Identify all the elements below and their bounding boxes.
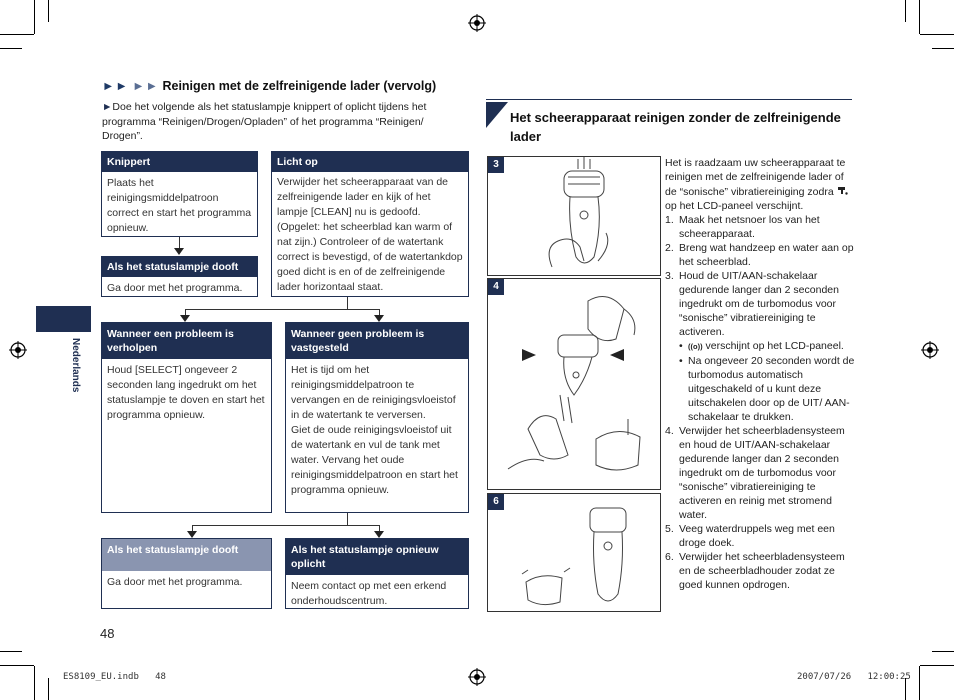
step-number: 6. bbox=[665, 551, 674, 563]
crop-mark bbox=[920, 665, 954, 666]
bullet-mark: • bbox=[679, 340, 683, 352]
step-item bbox=[665, 522, 855, 550]
box-licht-op bbox=[271, 151, 469, 297]
footer-filename: ES8109_EU.indb bbox=[63, 672, 139, 682]
instructions-text bbox=[665, 156, 855, 592]
intro-text: Doe het volgende als het statuslampje knippert of oplicht tijdens het programma “Reinigen/Drogen/Opladen” of het programma “Reinigen/ Drogen”. bbox=[102, 101, 427, 142]
shaver-rinse-illustration bbox=[488, 279, 660, 489]
figure-number: 3 bbox=[488, 157, 504, 173]
footer-time: 12:00:25 bbox=[867, 672, 911, 682]
box-dooft-bottom-title: Als het statuslampje dooft bbox=[102, 539, 271, 571]
box-licht-op-body: Verwijder het scheerapparaat van de zelfreinigende lader en kijk of het lampje [CLEAN] nu is gedoofd. (Opgelet: het scheerblad kan warm of nat zijn.) Controleer of de watertank correct is bevestigd, of de watertankdop goed dicht is en of de zelfreinigende lader horizontaal staat. bbox=[277, 176, 463, 293]
box-geen-probleem-title: Wanneer geen probleem is vastgesteld bbox=[286, 323, 468, 359]
box-knippert-title: Knippert bbox=[102, 152, 257, 172]
box-opnieuw-oplicht-title: Als het statuslampje opnieuw oplicht bbox=[286, 539, 468, 575]
step-number: 3. bbox=[665, 270, 674, 282]
page-number: 48 bbox=[100, 626, 115, 641]
bullet-text: verschijnt op het LCD-paneel. bbox=[705, 340, 844, 352]
crop-mark bbox=[34, 666, 35, 700]
crop-mark bbox=[0, 48, 22, 49]
intro-marker-icon: ► bbox=[102, 101, 113, 113]
crop-mark bbox=[905, 0, 906, 22]
footer-date: 2007/07/26 bbox=[797, 672, 852, 682]
figure-6 bbox=[487, 493, 661, 612]
box-dooft-top-body: Ga door met het programma. bbox=[107, 282, 243, 294]
footer-timestamp bbox=[797, 672, 911, 682]
intro-text-a: Het is raadzaam uw scheerapparaat te reinigen met de zelfreinigende lader of de “sonische” vibratiereiniging zodra bbox=[665, 157, 846, 198]
section-heading bbox=[102, 79, 436, 93]
connector-line bbox=[185, 309, 380, 310]
bullet-item bbox=[665, 339, 855, 354]
arrow-down-icon bbox=[374, 531, 384, 538]
vibration-icon: ((o)) bbox=[688, 342, 703, 351]
shaver-dry-illustration bbox=[488, 494, 660, 611]
connector-line bbox=[347, 297, 348, 309]
figure-4 bbox=[487, 278, 661, 490]
right-section-title: Het scheerapparaat reinigen zonder de zelfreinigende lader bbox=[510, 110, 841, 144]
crop-mark bbox=[48, 0, 49, 22]
arrow-down-icon bbox=[174, 248, 184, 255]
language-tab-label: Nederlands bbox=[70, 338, 81, 393]
crop-mark bbox=[48, 678, 49, 700]
step-item bbox=[665, 241, 855, 269]
box-dooft-bottom bbox=[101, 538, 272, 609]
step-item bbox=[665, 213, 855, 241]
box-dooft-top bbox=[101, 256, 258, 297]
step-text: Breng wat handzeep en water aan op het scheerblad. bbox=[679, 242, 854, 268]
title-rule bbox=[486, 99, 852, 100]
step-item bbox=[665, 269, 855, 339]
step-text: Maak het netsnoer los van het scheerapparaat. bbox=[679, 214, 820, 240]
box-probleem-verholpen-title: Wanneer een probleem is verholpen bbox=[102, 323, 271, 359]
arrow-down-icon bbox=[374, 315, 384, 322]
heading-arrows-icon: ►► bbox=[102, 79, 129, 93]
step-item bbox=[665, 550, 855, 592]
step-number: 2. bbox=[665, 242, 674, 254]
arrow-down-icon bbox=[180, 315, 190, 322]
box-geen-probleem bbox=[285, 322, 469, 513]
figure-number: 6 bbox=[488, 494, 504, 510]
language-tab bbox=[36, 306, 91, 332]
step-text: Veeg waterdruppels weg met een droge doek. bbox=[679, 523, 835, 549]
heading-arrows-icon: ►► bbox=[132, 79, 159, 93]
step-number: 4. bbox=[665, 425, 674, 437]
box-licht-op-title: Licht op bbox=[272, 152, 468, 172]
box-opnieuw-oplicht-body: Neem contact op met een erkend onderhoudscentrum. bbox=[291, 580, 447, 607]
box-geen-probleem-body: Het is tijd om het reinigingsmiddelpatroon te vervangen en de reinigingsvloeistof in de watertank te verversen. Giet de oude reinigingsvloeistof uit de watertank en vul de tank met water. Vervang het oude reinigingsmiddelpatroon en start het programma opnieuw. bbox=[291, 364, 458, 496]
step-number: 1. bbox=[665, 214, 674, 226]
crop-mark bbox=[932, 651, 954, 652]
crop-mark bbox=[0, 665, 34, 666]
crop-mark bbox=[919, 666, 920, 700]
registration-mark-icon bbox=[9, 341, 27, 359]
box-opnieuw-oplicht bbox=[285, 538, 469, 609]
box-dooft-top-title: Als het statuslampje dooft bbox=[102, 257, 257, 277]
bullet-text: Na ongeveer 20 seconden wordt de turbomodus automatisch uitgeschakeld of u kunt deze uitschakelen door op de UIT/ AAN-schakelaar te drukken. bbox=[688, 355, 855, 423]
crop-mark bbox=[919, 0, 920, 34]
crop-mark bbox=[932, 48, 954, 49]
connector-line bbox=[192, 525, 380, 526]
registration-mark-icon bbox=[468, 668, 486, 686]
box-knippert-body: Plaats het reinigingsmiddelpatroon correct en start het programma opnieuw. bbox=[107, 177, 252, 234]
box-dooft-bottom-body: Ga door met het programma. bbox=[107, 576, 243, 588]
footer-page: 48 bbox=[155, 672, 166, 682]
tap-icon bbox=[837, 184, 849, 196]
instructions-intro bbox=[665, 156, 855, 213]
crop-mark bbox=[0, 34, 34, 35]
box-probleem-verholpen bbox=[101, 322, 272, 513]
crop-mark bbox=[920, 34, 954, 35]
bullet-item bbox=[665, 354, 855, 424]
section-title: Reinigen met de zelfreinigende lader (vervolg) bbox=[162, 79, 437, 93]
connector-line bbox=[347, 513, 348, 525]
registration-mark-icon bbox=[921, 341, 939, 359]
crop-mark bbox=[34, 0, 35, 34]
shaver-soap-illustration bbox=[488, 157, 660, 275]
registration-mark-icon bbox=[468, 14, 486, 32]
intro-text-b: op het LCD-paneel verschijnt. bbox=[665, 200, 804, 212]
bullet-mark: • bbox=[679, 355, 683, 367]
step-text: Verwijder het scheerbladensysteem en de scheerbladhouder zodat ze goed kunnen opdrogen. bbox=[679, 551, 845, 591]
arrow-down-icon bbox=[187, 531, 197, 538]
title-corner bbox=[486, 102, 508, 128]
step-number: 5. bbox=[665, 523, 674, 535]
figure-number: 4 bbox=[488, 279, 504, 295]
crop-mark bbox=[0, 651, 22, 652]
step-text: Verwijder het scheerbladensysteem en houd de UIT/AAN-schakelaar gedurende langer dan 2 seconden ingedrukt om de turbomodus voor “sonische” vibratiereiniging te activeren en reinig met stromend water. bbox=[679, 425, 845, 521]
box-probleem-verholpen-body: Houd [SELECT] ongeveer 2 seconden lang ingedrukt om het statuslampje te doven en start het programma opnieuw. bbox=[107, 364, 265, 421]
step-text: Houd de UIT/AAN-schakelaar gedurende langer dan 2 seconden ingedrukt om de turbomodus voor “sonische” vibratiereiniging te activeren. bbox=[679, 270, 839, 338]
step-item bbox=[665, 424, 855, 522]
figure-3 bbox=[487, 156, 661, 276]
intro-paragraph bbox=[102, 100, 462, 144]
box-knippert bbox=[101, 151, 258, 237]
footer-file bbox=[63, 672, 166, 682]
